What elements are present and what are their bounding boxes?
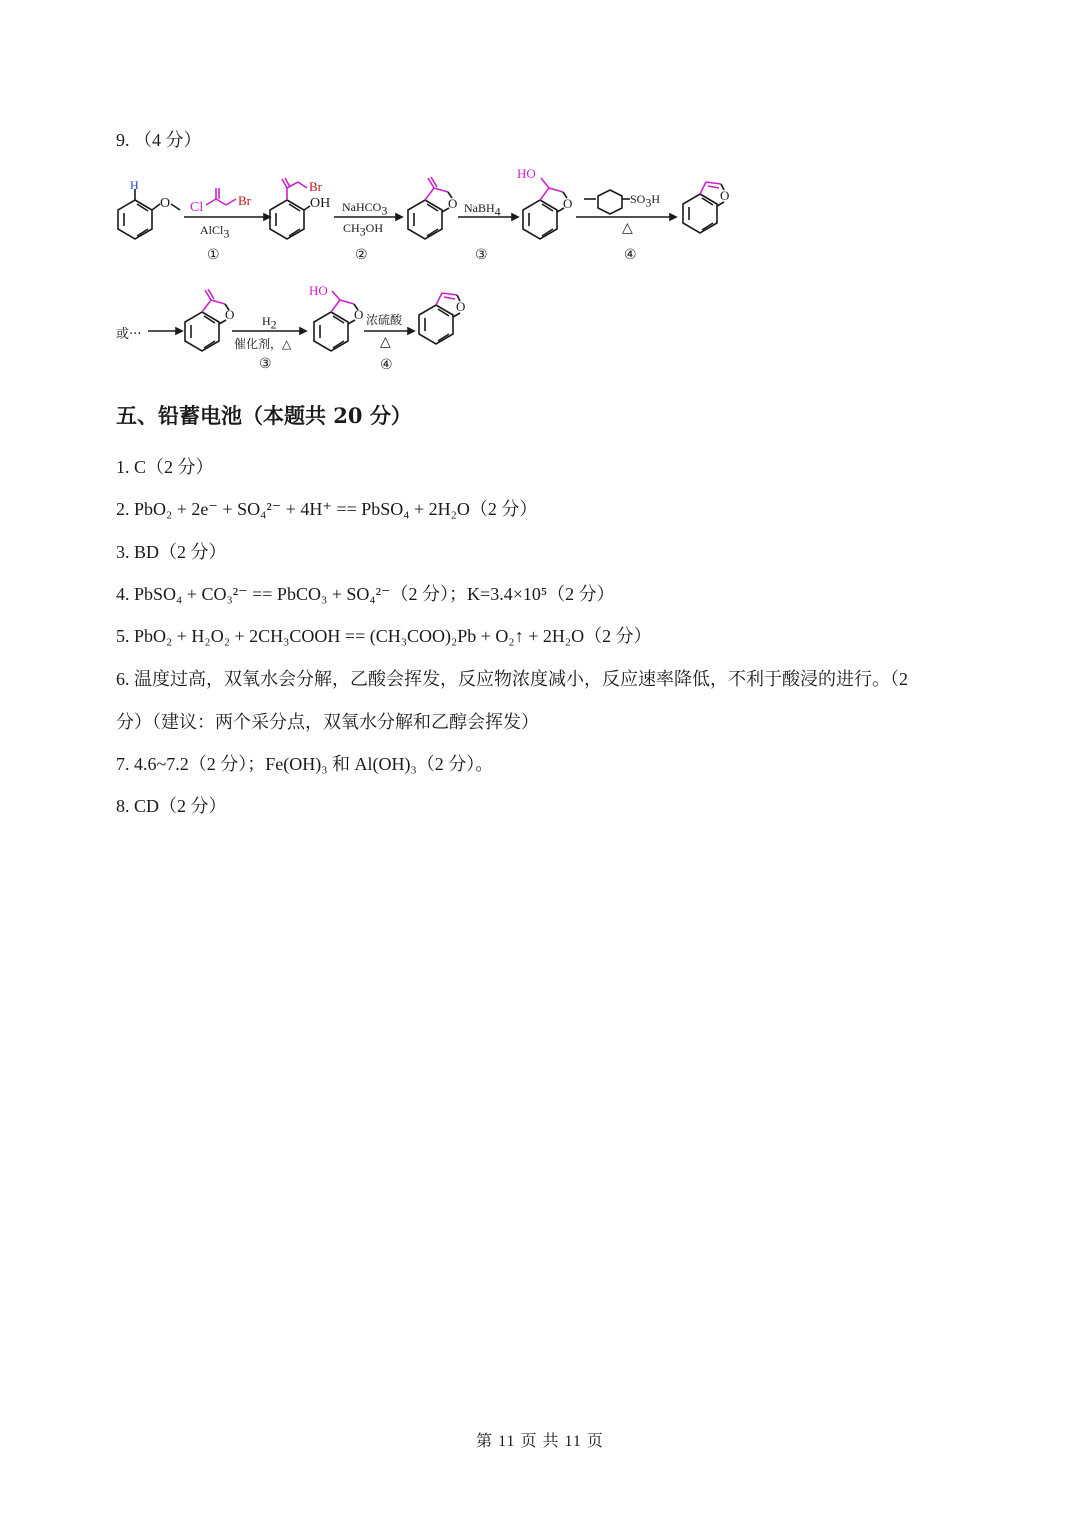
answer-1: 1. C（2 分） xyxy=(116,457,214,477)
answer-7: 7. 4.6~7.2（2 分）；Fe(OH)₃ 和 Al(OH)₃（2 分）。 xyxy=(116,754,494,774)
step-4: ④ xyxy=(624,247,637,263)
product1-oh: OH xyxy=(310,196,331,211)
question-9-label: 9. （4 分） xyxy=(116,130,202,150)
answer-5: 5. PbO₂ + H₂O₂ + 2CH₃COOH == (CH₃COO)₂Pb + O₂↑ + 2H₂O（2 分） xyxy=(116,626,652,646)
scheme2-product-ho: HO xyxy=(309,283,328,298)
scheme2-prefix: 或··· xyxy=(116,327,142,342)
reagent3-nabh4: NaBH$_4$ xyxy=(464,201,501,219)
section-title: 五、铅蓄电池（本题共 20 分） xyxy=(116,403,412,428)
step-2: ② xyxy=(355,247,368,263)
molecule5-o: O xyxy=(720,188,730,203)
scheme2-o-1: O xyxy=(225,307,235,322)
scheme2-reagent3-h2: $H_2$ xyxy=(262,314,277,332)
molecule3-o: O xyxy=(448,196,458,211)
answer-3: 3. BD（2 分） xyxy=(116,542,227,562)
answer-2: 2. PbO₂ + 2e⁻ + SO₄²⁻ + 4H⁺ == PbSO₄ + 2H₂O（2 分） xyxy=(116,499,538,519)
reagent1-br: Br xyxy=(238,193,251,208)
scheme2-o-2: O xyxy=(354,307,364,322)
page-footer: 第 11 页 共 11 页 xyxy=(476,1433,604,1450)
step-3: ③ xyxy=(475,247,488,263)
answer-6: 6. 温度过高，双氧水会分解，乙酸会挥发，反应物浓度减小，反应速率降低，不利于酸浸的进行。（2 xyxy=(116,669,908,689)
molecule4-o: O xyxy=(563,196,573,211)
scheme2-reagent4-heat: △ xyxy=(380,335,391,350)
product3-ho: HO xyxy=(517,166,536,181)
answer-4: 4. PbSO₄ + CO₃²⁻ == PbCO₃ + SO₄²⁻（2 分）；K=3.4×10⁵（2 分） xyxy=(116,584,615,604)
scheme2-step-3: ③ xyxy=(259,356,272,372)
scheme1-o-atom: O xyxy=(160,196,171,211)
reagent4-so3h: $SO_3H$ xyxy=(630,192,661,210)
scheme2-step-4: ④ xyxy=(380,357,393,373)
scheme2-o-3: O xyxy=(456,299,466,314)
scheme-2-drawing xyxy=(0,0,1080,400)
reagent4-heat: △ xyxy=(622,221,633,236)
reagent1-cl: Cl xyxy=(190,200,204,215)
reagent2-ch3oh: $CH_3OH$ xyxy=(343,221,384,239)
reagent1-alcl3: AlCl$_3$ xyxy=(200,223,230,241)
product1-br: Br xyxy=(309,179,322,194)
step-1: ① xyxy=(207,247,220,263)
answer-8: 8. CD（2 分） xyxy=(116,796,227,816)
scheme1-h-atom: H xyxy=(130,178,139,192)
scheme2-reagent4-acid: 浓硫酸 xyxy=(366,313,403,327)
answer-6-continued: 分）（建议：两个采分点，双氧水分解和乙醇会挥发） xyxy=(116,712,539,732)
reagent2-nahco3: NaHCO$_3$ xyxy=(342,200,388,218)
scheme2-reagent3-catalyst: 催化剂，△ xyxy=(234,337,292,351)
